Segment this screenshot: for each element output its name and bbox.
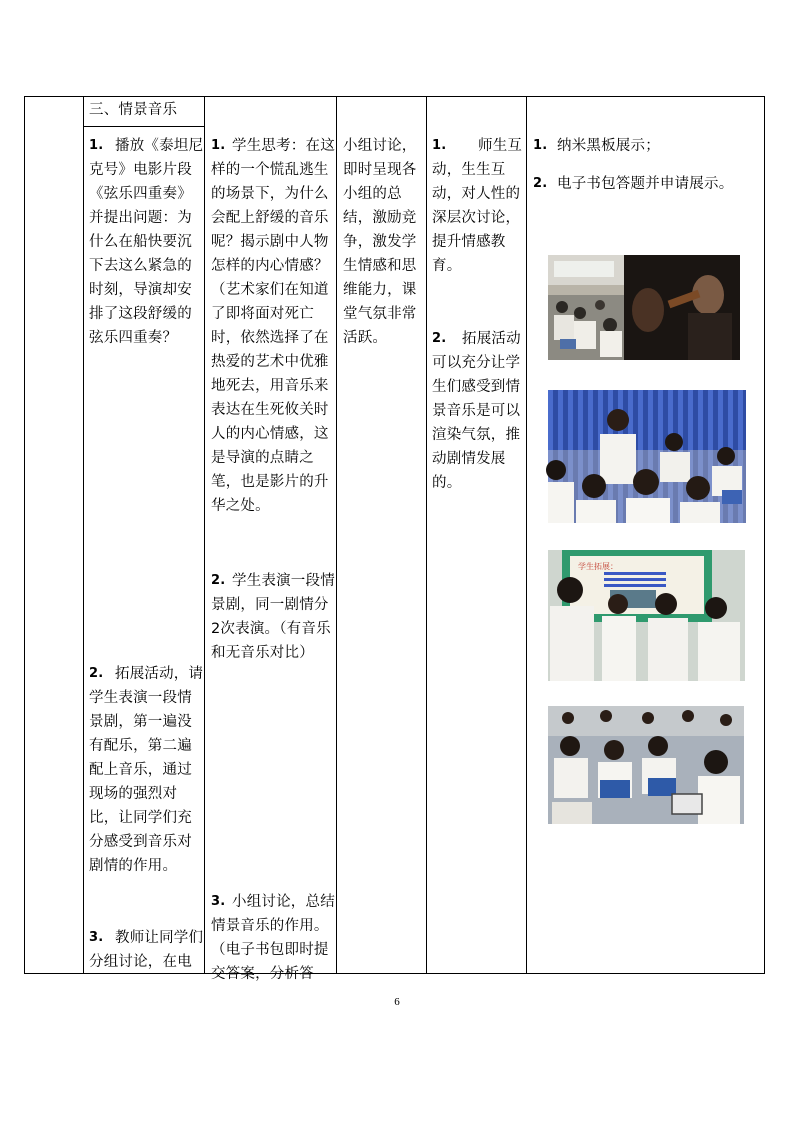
text-line: 拓展活动，请 [115, 666, 204, 682]
text-line: 生们感受到情 [432, 379, 521, 395]
text-line: 学生思考：在这 [232, 138, 335, 154]
text-line: 小组讨论， [343, 138, 417, 154]
text-line: 争，激发学 [343, 234, 417, 250]
text-line: 剧情的作用。 [89, 858, 178, 874]
text-line: 时刻，导演却安 [89, 282, 192, 298]
text-line: 景剧，同一剧情分 [211, 597, 329, 613]
text-line: 学生表演一段情 [89, 690, 192, 706]
text-line: 呢？揭示剧中人物 [211, 234, 329, 250]
classroom-film-photo [548, 255, 740, 360]
item-number: 2. [432, 331, 447, 346]
text-line: 播放《泰坦尼 [115, 138, 204, 154]
text-line: 的。 [432, 475, 462, 491]
text-line: 生情感和思 [343, 258, 417, 274]
text-line: 克号》电影片段 [89, 162, 192, 178]
text-line: 即时呈现各 [343, 162, 417, 178]
tablets-photo [548, 706, 744, 824]
text-line: 分组讨论，在电 [89, 954, 192, 970]
text-line: 分感受到音乐对 [89, 834, 192, 850]
text-line: 电子书包答题并申请展示。 [557, 176, 734, 192]
student-activity-cell [205, 97, 336, 982]
text-line: 配上音乐，通过 [89, 762, 192, 778]
item-number: 3. [89, 930, 104, 945]
text-line: （艺术家们在知道 [211, 282, 329, 298]
item-number: 1. [89, 138, 104, 153]
text-line: 人的内心情感，这 [211, 426, 329, 442]
text-line: 动剧情发展 [432, 451, 506, 467]
text-line: 动，生生互 [432, 162, 506, 178]
text-line: 排了这段舒缓的 [89, 306, 192, 322]
text-line: 下去这么紧急的 [89, 258, 192, 274]
text-line: 动，对人性的 [432, 186, 521, 202]
text-line: 情景音乐的作用。 [211, 918, 329, 934]
text-line: 景音乐是可以 [432, 403, 521, 419]
text-line: 华之处。 [211, 498, 270, 514]
students-slide-photo [548, 550, 745, 681]
item-number: 2. [533, 176, 548, 191]
item-number: 2. [211, 573, 226, 588]
item-number: 3. [211, 894, 226, 909]
text-line: 育。 [432, 258, 462, 274]
text-line: 怎样的内心情感？ [211, 258, 329, 274]
page-number: 6 [394, 996, 400, 1008]
slide-title-text: 学生拓展： [578, 562, 618, 571]
text-line: 地死去，用音乐来 [211, 378, 329, 394]
text-line: 了即将面对死亡 [211, 306, 314, 322]
text-line: 表达在生死攸关时 [211, 402, 329, 418]
text-line: 现场的强烈对 [89, 786, 178, 802]
text-line: 交答案，分析答 [211, 966, 314, 982]
text-line: 堂气氛非常 [343, 306, 417, 322]
lesson-plan-table [24, 96, 765, 982]
text-line: 可以充分让学 [432, 355, 521, 371]
item-number: 1. [432, 138, 447, 153]
text-line: 弦乐四重奏？ [89, 330, 178, 346]
interaction-cell [427, 97, 526, 973]
text-line: 维能力，课 [343, 282, 417, 298]
text-line: 的场景下，为什么 [211, 186, 329, 202]
text-line: 有配乐，第二遍 [89, 738, 192, 754]
technology-cell [527, 97, 765, 973]
text-line: 小组的总 [343, 186, 402, 202]
text-line: 纳米黑板展示； [557, 138, 660, 154]
text-line: 活跃。 [343, 330, 388, 346]
text-line: 样的一个慌乱逃生 [211, 162, 329, 178]
section-heading: 三、情景音乐 [89, 102, 178, 118]
teacher-activity-cell [84, 97, 204, 973]
text-line: （电子书包即时提 [211, 942, 329, 958]
text-line: 学生表演一段情 [232, 573, 335, 589]
item-number: 1. [533, 138, 548, 153]
text-line: 结，激励竞 [343, 210, 417, 226]
text-line: 并提出问题：为 [89, 210, 192, 226]
text-line: 时，依然选择了在 [211, 330, 329, 346]
text-line: 《弦乐四重奏》 [89, 186, 192, 202]
text-line: 什么在船快要沉 [89, 234, 192, 250]
text-line: 教师让同学们 [115, 930, 204, 946]
item-number: 1. [211, 138, 226, 153]
text-line: 会配上舒缓的音乐 [211, 210, 329, 226]
text-line: 2次表演。（有音乐 [211, 621, 331, 637]
text-line: 小组讨论，总结 [232, 894, 335, 910]
text-line: 渲染气氛，推 [432, 427, 521, 443]
design-intent-cell [337, 97, 426, 973]
text-line: 热爱的艺术中优雅 [211, 354, 329, 370]
text-line: 比，让同学们充 [89, 810, 192, 826]
text-line: 笔，也是影片的升 [211, 474, 329, 490]
text-line: 师生互 [478, 138, 523, 154]
student-standing-photo [548, 390, 746, 523]
text-line: 提升情感教 [432, 234, 506, 250]
text-line: 景剧，第一遍没 [89, 714, 192, 730]
text-line: 是导演的点睛之 [211, 450, 314, 466]
item-number: 2. [89, 666, 104, 681]
text-line: 拓展活动 [462, 331, 521, 347]
text-line: 深层次讨论， [432, 210, 521, 226]
text-line: 和无音乐对比） [211, 645, 314, 661]
